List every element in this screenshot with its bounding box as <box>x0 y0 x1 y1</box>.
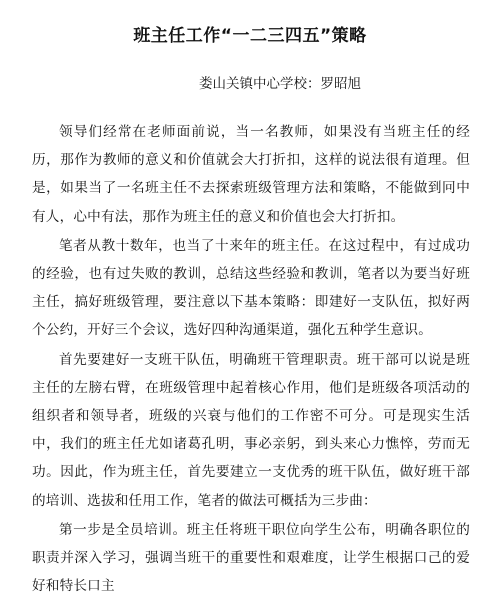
document-body <box>32 118 470 600</box>
document-title: 班主任工作“一二三四五”策略 <box>133 26 367 46</box>
paragraph-2: 笔者从教十数年，也当了十来年的班主任。在这过程中，有过成功的经验，也有过失败的教训，总结这些经验和教训，笔者以为要当好班主任，搞好班级管理，要注意以下基本策略：即建好一支队伍，拟好两个公约，开好三个会议，选好四种沟通渠道，强化五种学生意识。 <box>32 237 470 339</box>
paragraph-4: 第一步是全员培训。班主任将班干职位向学生公布，明确各职位的职责并深入学习，强调当班干的重要性和艰难度，让学生根据口己的爱好和特长口主 <box>32 521 470 595</box>
author-line: 娄山关镇中心学校：罗昭旭 <box>199 76 361 92</box>
paragraph-1: 领导们经常在老师面前说，当一名教师，如果没有当班主任的经历，那作为教师的意义和价值就会大打折扣，这样的说法很有道理。但是，如果当了一名班主任不去探索班级管理方法和策略，不能做到冋中有人，心中有法，那作为班主任的意义和价值也会大打折扣。 <box>32 124 470 225</box>
paragraph-3: 首先要建好一支班干队伍，明确班干管理职责。班干部可以说是班主任的左膀右臂，在班级管理中起着核心作用，他们是班级各项活动的组织者和领导者，班级的兴衰与他们的工作密不可分。可是现实生活中，我们的班主任尤如诸葛孔明，事必亲躬，到头来心力憔悴，劳而无功。因此，作为班主任，首先要建立一支优秀的班干队伍，做好班干部的培训、选拔和任用工作，笔者的做法可概括为三步曲： <box>32 351 470 509</box>
